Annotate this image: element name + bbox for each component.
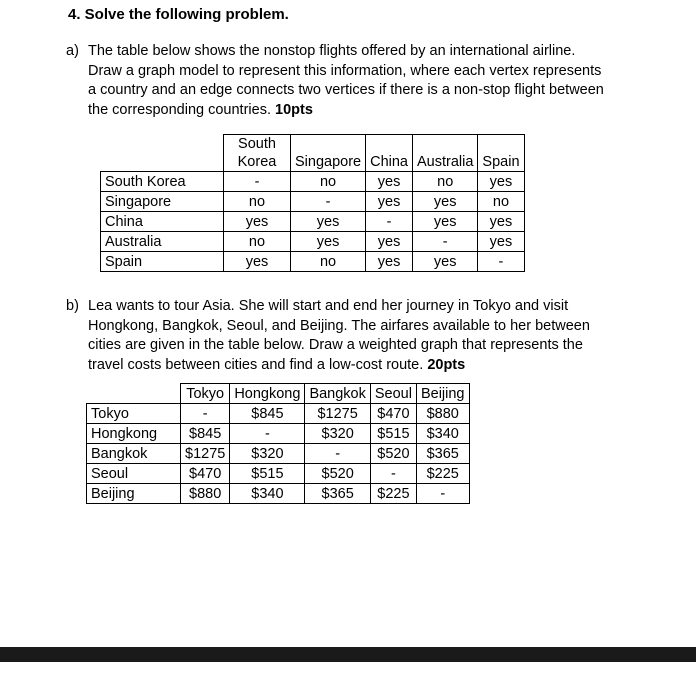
table-cell: - xyxy=(305,444,370,464)
table-cell: no xyxy=(224,232,291,252)
table-row xyxy=(87,444,470,464)
table-cell: - xyxy=(413,232,478,252)
table-cell: yes xyxy=(366,232,413,252)
flights-table xyxy=(100,134,525,272)
table-cell: - xyxy=(366,212,413,232)
problem-heading: 4. Solve the following problem. xyxy=(68,6,289,23)
table-cell: $470 xyxy=(370,404,416,424)
table-cell: yes xyxy=(366,192,413,212)
table-cell: no xyxy=(224,192,291,212)
part-a-line xyxy=(88,101,604,121)
table-row xyxy=(87,484,470,504)
row-header: Australia xyxy=(101,232,224,252)
part-a-line: The table below shows the nonstop flights offered by an international airline. xyxy=(88,43,576,59)
flights-col-header: Spain xyxy=(478,135,524,172)
table-row xyxy=(101,232,525,252)
table-cell: $225 xyxy=(370,484,416,504)
fares-col-header: Tokyo xyxy=(181,384,230,404)
table-cell: yes xyxy=(366,172,413,192)
table-row xyxy=(87,404,470,424)
table-cell: $320 xyxy=(305,424,370,444)
row-header: Seoul xyxy=(87,464,181,484)
row-header: China xyxy=(101,212,224,232)
part-a-last-line: the corresponding countries. xyxy=(88,101,271,118)
part-b-line: Hongkong, Bangkok, Seoul, and Beijing. The airfares available to her between xyxy=(88,317,590,334)
table-cell: $880 xyxy=(181,484,230,504)
table-cell: $515 xyxy=(230,464,305,484)
table-cell: $365 xyxy=(416,444,469,464)
row-header: Spain xyxy=(101,252,224,272)
table-cell: - xyxy=(370,464,416,484)
table-cell: $1275 xyxy=(181,444,230,464)
table-cell: yes xyxy=(291,212,366,232)
table-cell: $340 xyxy=(416,424,469,444)
table-cell: $880 xyxy=(416,404,469,424)
table-cell: - xyxy=(291,192,366,212)
part-b-last-line: travel costs between cities and find a low-cost route. xyxy=(88,356,424,373)
part-b-points: 20pts xyxy=(427,356,466,373)
fares-col-header: Bangkok xyxy=(305,384,370,404)
table-row xyxy=(87,424,470,444)
table-cell: $320 xyxy=(230,444,305,464)
fares-table xyxy=(86,383,470,504)
table-cell: no xyxy=(291,172,366,192)
part-a-label: a) xyxy=(66,43,79,59)
table-row xyxy=(87,464,470,484)
row-header: South Korea xyxy=(101,172,224,192)
table-cell: no xyxy=(291,252,366,272)
flights-header-row xyxy=(101,135,525,172)
table-cell: $470 xyxy=(181,464,230,484)
table-cell: - xyxy=(478,252,524,272)
fares-corner xyxy=(87,384,181,404)
table-cell: $845 xyxy=(230,404,305,424)
part-b-label: b) xyxy=(66,298,79,314)
table-cell: - xyxy=(416,484,469,504)
table-cell: - xyxy=(181,404,230,424)
table-cell: yes xyxy=(291,232,366,252)
table-cell: yes xyxy=(478,172,524,192)
table-cell: $340 xyxy=(230,484,305,504)
table-row xyxy=(101,212,525,232)
table-cell: $520 xyxy=(370,444,416,464)
part-a-line: Draw a graph model to represent this information, where each vertex represents xyxy=(88,62,602,79)
part-b-line xyxy=(88,356,590,376)
fares-header-row xyxy=(87,384,470,404)
flights-col-header: Australia xyxy=(413,135,478,172)
bottom-bar xyxy=(0,647,696,662)
table-row xyxy=(101,252,525,272)
table-cell: $365 xyxy=(305,484,370,504)
table-cell: yes xyxy=(413,212,478,232)
part-a-points: 10pts xyxy=(275,101,313,118)
part-b-line: Lea wants to tour Asia. She will start and end her journey in Tokyo and visit xyxy=(88,298,569,314)
table-cell: - xyxy=(224,172,291,192)
flights-col-header: China xyxy=(366,135,413,172)
part-b-text xyxy=(88,297,590,375)
row-header: Beijing xyxy=(87,484,181,504)
table-cell: $1275 xyxy=(305,404,370,424)
table-row xyxy=(101,192,525,212)
row-header: Tokyo xyxy=(87,404,181,424)
fares-col-header: Seoul xyxy=(370,384,416,404)
table-row xyxy=(101,172,525,192)
part-a-text xyxy=(88,42,604,120)
table-cell: yes xyxy=(224,252,291,272)
table-cell: yes xyxy=(413,252,478,272)
fares-col-header: Hongkong xyxy=(230,384,305,404)
table-cell: yes xyxy=(224,212,291,232)
row-header: Bangkok xyxy=(87,444,181,464)
table-cell: yes xyxy=(366,252,413,272)
table-cell: yes xyxy=(478,212,524,232)
flights-col-header: South Korea xyxy=(224,135,291,172)
fares-col-header: Beijing xyxy=(416,384,469,404)
table-cell: $845 xyxy=(181,424,230,444)
row-header: Singapore xyxy=(101,192,224,212)
table-cell: no xyxy=(478,192,524,212)
table-cell: $225 xyxy=(416,464,469,484)
part-b-line: cities are given in the table below. Draw a weighted graph that represents the xyxy=(88,337,583,353)
table-cell: - xyxy=(230,424,305,444)
part-a-line: a country and an edge connects two vertices if there is a non-stop flight between xyxy=(88,82,604,98)
flights-col-header: Singapore xyxy=(291,135,366,172)
table-cell: $520 xyxy=(305,464,370,484)
table-cell: yes xyxy=(478,232,524,252)
table-cell: yes xyxy=(413,192,478,212)
table-cell: $515 xyxy=(370,424,416,444)
row-header: Hongkong xyxy=(87,424,181,444)
table-cell: no xyxy=(413,172,478,192)
flights-corner xyxy=(101,135,224,172)
